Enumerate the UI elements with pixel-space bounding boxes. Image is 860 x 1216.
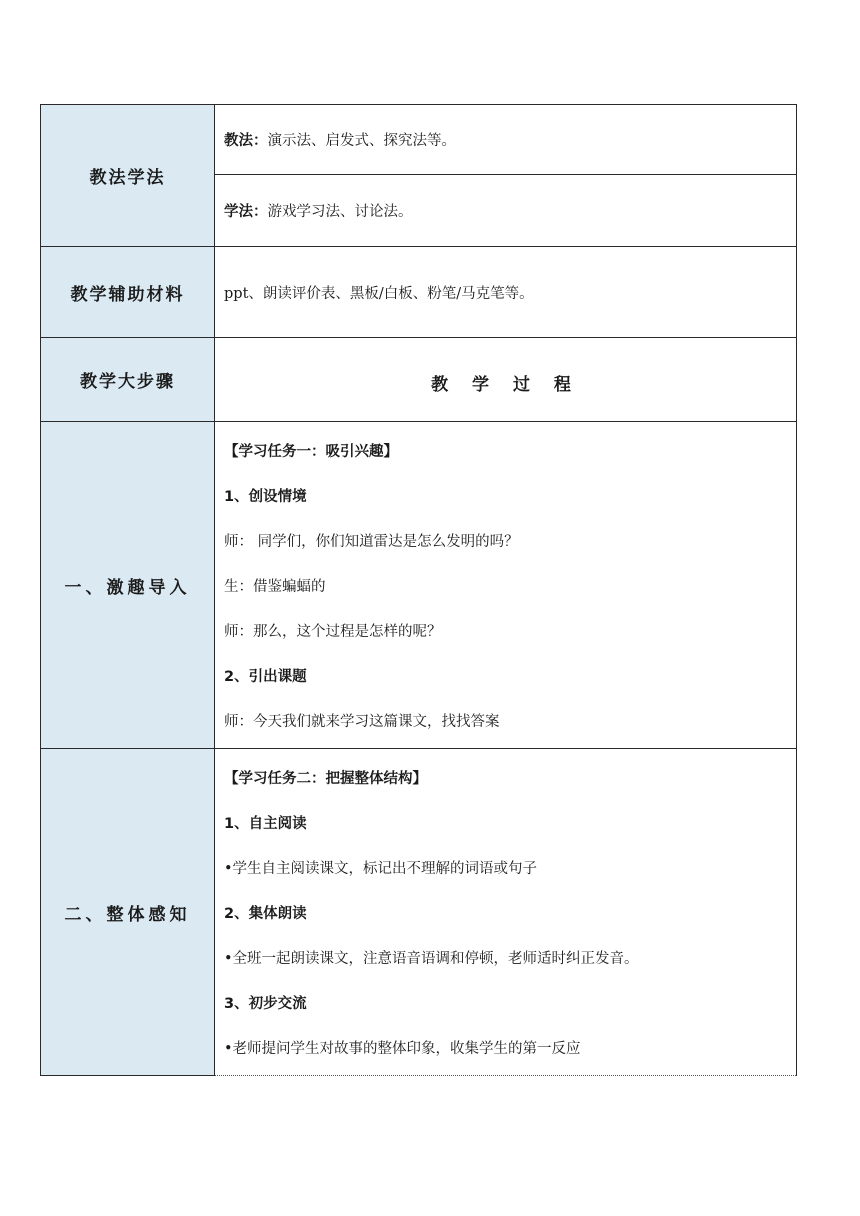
materials-text: ppt、朗读评价表、黑板/白板、粉笔/马克笔等。 (215, 247, 797, 338)
step1-line: 生：借鉴蝙蝠的 (224, 578, 326, 595)
step1-line: 2、引出课题 (224, 668, 307, 685)
step2-line: •学生自主阅读课文，标记出不理解的词语或句子 (224, 860, 538, 877)
step2-label: 二、整体感知 (41, 749, 215, 1076)
steps-header-label: 教学大步骤 (41, 338, 215, 422)
step1-line: 师：那么，这个过程是怎样的呢？ (224, 623, 442, 640)
teaching-method-cell (215, 105, 797, 175)
step2-line: •老师提问学生对故事的整体印象，收集学生的第一反应 (224, 1040, 581, 1057)
teaching-method-label: 教法： (224, 133, 268, 149)
step2-line: 2、集体朗读 (224, 905, 307, 922)
methods-label: 教法学法 (41, 105, 215, 247)
step2-line: 【学习任务二：把握整体结构】 (224, 770, 427, 787)
process-header-title: 教 学 过 程 (431, 375, 580, 395)
step2-line: 3、初步交流 (224, 995, 307, 1012)
teaching-method-text: 演示法、启发式、探究法等。 (267, 133, 456, 149)
step1-line: 1、创设情境 (224, 488, 307, 505)
learning-method-label: 学法： (224, 204, 268, 220)
lesson-plan-table (40, 104, 797, 1076)
step2-content (215, 749, 797, 1076)
step1-line: 【学习任务一：吸引兴趣】 (224, 443, 398, 460)
step2-line: 1、自主阅读 (224, 815, 307, 832)
step1-content (215, 422, 797, 749)
step1-label: 一、激趣导入 (41, 422, 215, 749)
step1-line: 师： 同学们，你们知道雷达是怎么发明的吗？ (224, 533, 519, 550)
step2-line: •全班一起朗读课文，注意语音语调和停顿，老师适时纠正发音。 (224, 950, 639, 967)
learning-method-text: 游戏学习法、讨论法。 (267, 204, 413, 220)
learning-method-cell (215, 175, 797, 247)
step1-line: 师：今天我们就来学习这篇课文，找找答案 (224, 713, 500, 730)
materials-label: 教学辅助材料 (41, 247, 215, 338)
process-header-cell (215, 338, 797, 422)
